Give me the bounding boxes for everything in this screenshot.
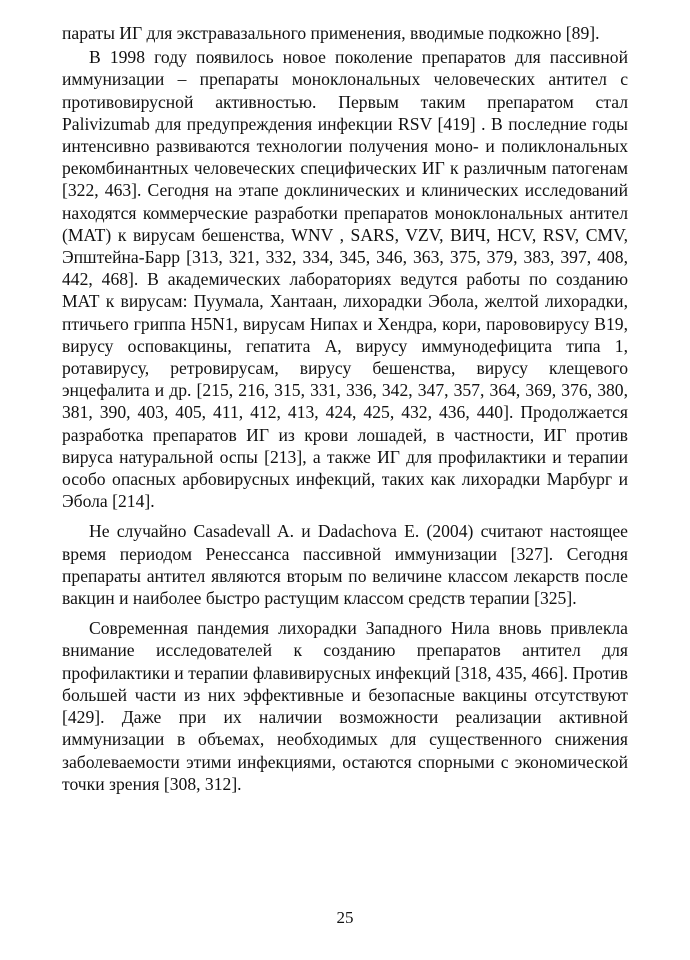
paragraph-renaissance: Не случайно Casadevall A. и Dadachova E. (2004) считают настоящее время периодом Ренессанса пассивной иммунизации [327]. Сегодня препараты антител являются вторым по величине классом лекарств после вакцин и наиболее быстро растущим классом средств терапии [325]. (62, 521, 628, 609)
paragraph-west-nile: Современная пандемия лихорадки Западного Нила вновь привлекла внимание исследователей к созданию препаратов антител для профилактики и терапии флавивирусных инфекций [318, 435, 466]. Против большей части из них эффективные и безопасные вакцины отсутствуют [429]. Даже при их наличии возможности реализации активной иммунизации в объемах, необходимых для существенного снижения заболеваемости этими инфекциями, остаются спорными с экономической точки зрения [308, 312]. (62, 618, 628, 794)
page-number: 25 (336, 908, 354, 927)
paragraph-monoclonal-antibodies: В 1998 году появилось новое поколение препаратов для пассивной иммунизации – препараты моноклональных человеческих антител с противовирусной активностью. Первым таким препаратом стал Palivizumab для предупреждения инфекции RSV [419] . В последние годы интенсивно развиваются технологии получения моно- и поликлональных рекомбинантных человеческих специфических ИГ к различным патогенам [322, 463]. Сегодня на этапе доклинических и клинических исследований находятся коммерческие разработки препаратов моноклональных антител (МАТ) к вирусам бешенства, WNV , SARS, VZV, ВИЧ, HCV, RSV, CMV, Эпштейна-Барр [313, 321, 332, 334, 345, 346, 363, 375, 379, 383, 397, 408, 442, 468]. В академических лабораториях ведутся работы по созданию МАТ к вирусам: Пуумала, Хантаан, лихорадки Эбола, желтой лихорадки, птичьего гриппа H5N1, вирусам Нипах и Хендра, кори, парововирусу В19, вирусу осповакцины, гепатита А, вирусу иммунодефицита типа 1, ротавирусу, ретровирусам, вирусу бешенства, вирусу клещевого энцефалита и др. [215, 216, 315, 331, 336, 342, 347, 357, 364, 369, 376, 380, 381, 390, 403, 405, 411, 412, 413, 424, 425, 432, 436, 440]. Продолжается разработка препаратов ИГ из крови лошадей, в частности, ИГ против вируса натуральной оспы [213], а также ИГ для профилактики и терапии особо опасных арбовирусных инфекций, таких как лихорадки Марбург и Эбола [214]. (62, 47, 628, 512)
body-text (62, 22, 628, 795)
paragraph-continuation: параты ИГ для экстравазального применения, вводимые подкожно [89]. (62, 23, 600, 43)
